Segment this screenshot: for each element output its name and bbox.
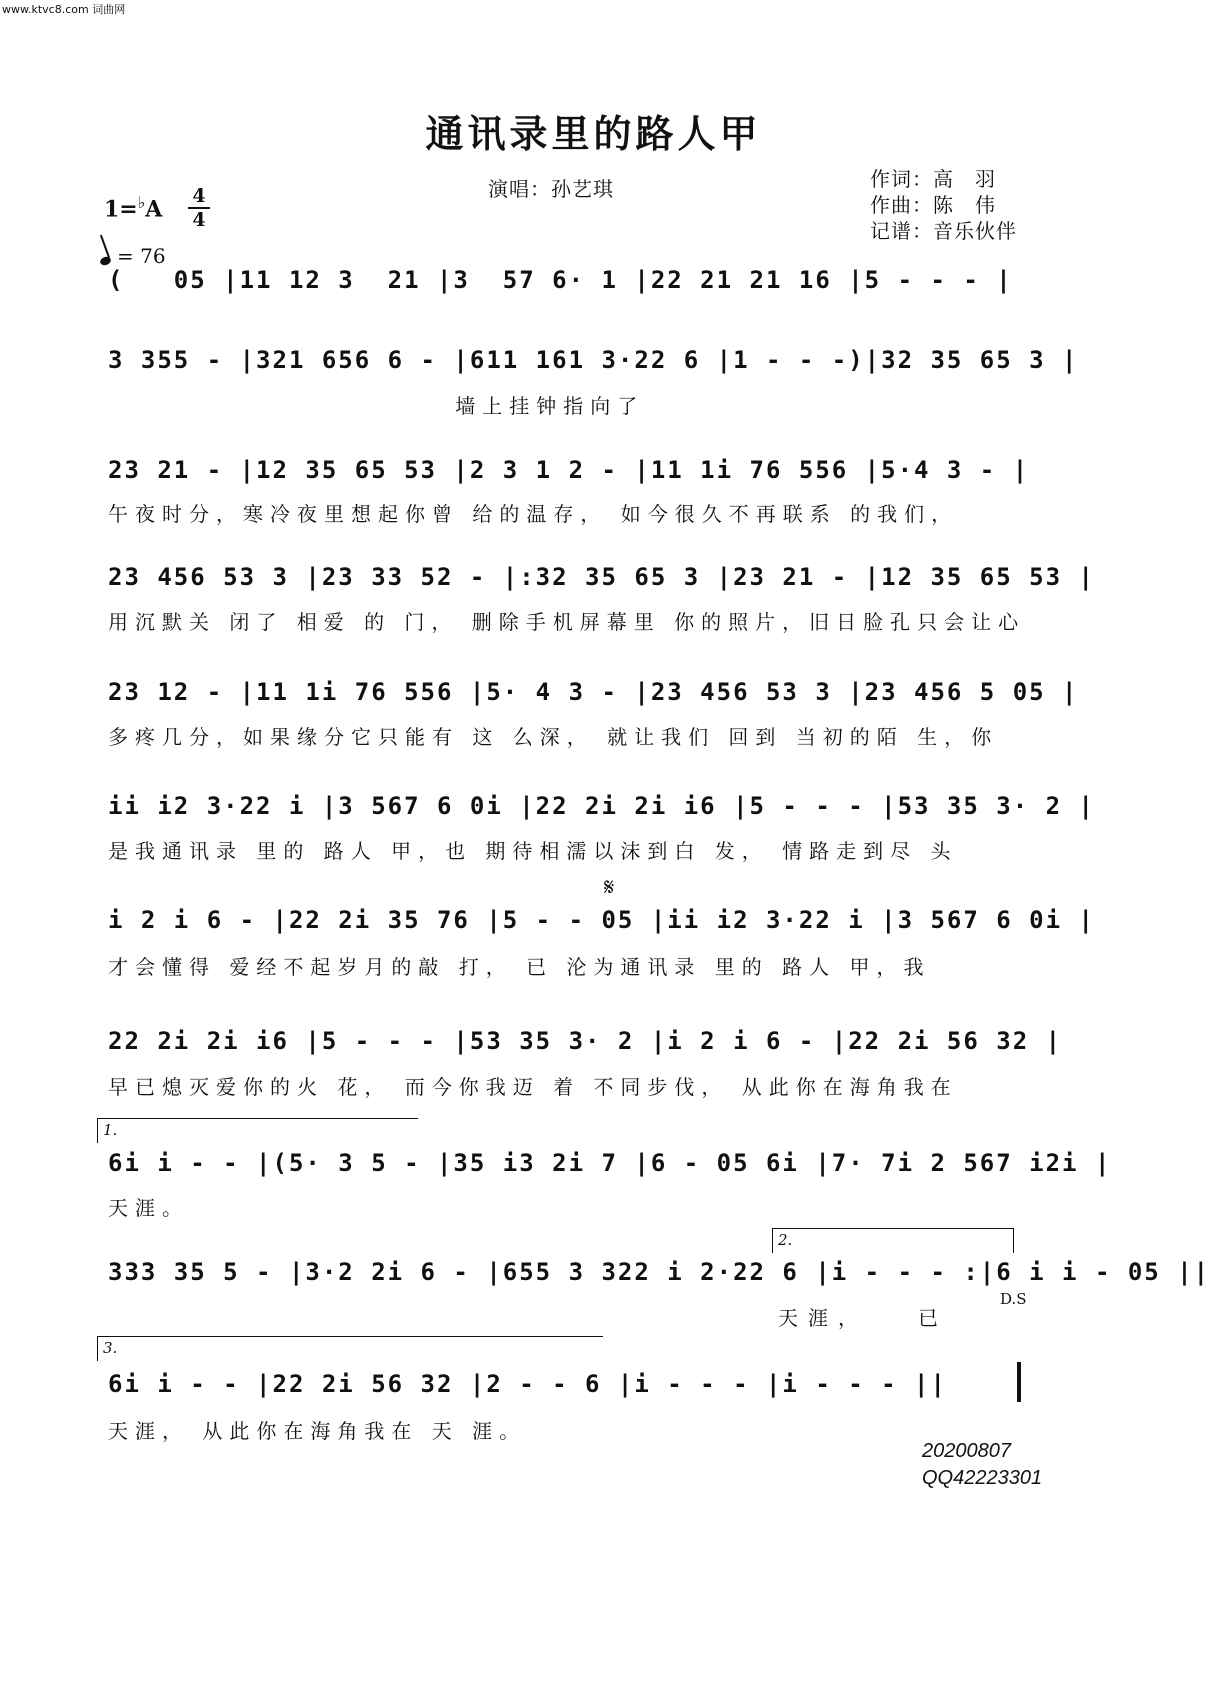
music-line-6: ii i2 3·22 i |3 567 6 0i |22 2i 2i i6 |5 - - - |53 35 3· 2 | xyxy=(108,792,1095,820)
segno-icon: 𝄋 xyxy=(604,873,615,901)
lyric-line-2: 墙上挂钟指向了 xyxy=(108,394,645,418)
lyric-line-3: 午夜时分，寒冷夜里想起你曾 给的温存， 如今很久不再联系 的我们， xyxy=(108,502,959,526)
lyric-line-8: 早已熄灭爱你的火 花， 而今你我迈 着 不同步伐， 从此你在海角我在 xyxy=(108,1075,958,1099)
ds-mark: D.S xyxy=(1000,1290,1027,1308)
music-line-9: 6i i - - |(5· 3 5 - |35 i3 2i 7 |6 - 05 6i |7· 7i 2 567 i2i | xyxy=(108,1149,1112,1177)
site-watermark: www.ktvc8.com 词曲网 xyxy=(2,3,126,16)
music-line-8: 22 2i 2i i6 |5 - - - |53 35 3· 2 |i 2 i 6 - |22 2i 56 32 | xyxy=(108,1027,1063,1055)
music-line-3: 23 21 - |12 35 65 53 |2 3 1 2 - |11 1i 76 556 |5·4 3 - | xyxy=(108,456,1030,484)
music-line-4: 23 456 53 3 |23 33 52 - |:32 35 65 3 |23 21 - |12 35 65 53 | xyxy=(108,563,1095,591)
music-line-2: 3 355 - |321 656 6 - |611 161 3·22 6 |1 - - -)|32 35 65 3 | xyxy=(108,346,1079,374)
key-signature: 1=♭A xyxy=(104,193,163,223)
song-title: 通讯录里的路人甲 xyxy=(425,112,762,156)
lyric-line-11: 天涯， 从此你在海角我在 天 涯。 xyxy=(108,1419,527,1443)
lyricist-credit: 作词：高 羽 xyxy=(870,167,996,191)
transcriber-credit: 记谱：音乐伙伴 xyxy=(870,219,1017,243)
music-line-1: ( 05 |11 12 3 21 |3 57 6· 1 |22 21 21 16 |5 - - - | xyxy=(108,266,1013,294)
time-signature: 4 4 xyxy=(188,186,210,230)
lyric-line-7: 才会懂得 爱经不起岁月的敲 打， 已 沦为通讯录 里的 路人 甲，我 xyxy=(108,955,931,979)
lyric-line-6: 是我通讯录 里的 路人 甲，也 期待相濡以沫到白 发， 情路走到尽 头 xyxy=(108,839,958,863)
tempo-mark: = 76 xyxy=(100,244,166,268)
volta-1-label: 1. xyxy=(103,1121,118,1139)
footer-date: 20200807 xyxy=(922,1440,1011,1462)
volta-3-label: 3. xyxy=(103,1339,118,1357)
lyric-line-5: 多疼几分，如果缘分它只能有 这 么深， 就让我们 回到 当初的陌 生，你 xyxy=(108,725,999,749)
music-line-10: 333 35 5 - |3·2 2i 6 - |655 3 322 i 2·22 6 |i - - - :|6 i i - 05 || xyxy=(108,1258,1210,1286)
volta-2-bracket xyxy=(772,1228,1014,1253)
final-barline xyxy=(1017,1362,1021,1402)
music-line-5: 23 12 - |11 1i 76 556 |5· 4 3 - |23 456 53 3 |23 456 5 05 | xyxy=(108,678,1079,706)
volta-1-bracket xyxy=(97,1118,418,1143)
volta-3-bracket xyxy=(97,1336,603,1361)
lyric-line-9: 天涯。 xyxy=(108,1196,189,1220)
volta-2-lyric: 天涯， 已 xyxy=(778,1306,948,1330)
footer-qq: QQ42223301 xyxy=(922,1467,1043,1489)
music-line-11: 6i i - - |22 2i 56 32 |2 - - 6 |i - - - |i - - - || xyxy=(108,1370,947,1398)
composer-credit: 作曲：陈 伟 xyxy=(870,193,996,217)
music-line-7: i 2 i 6 - |22 2i 35 76 |5 - - 05 |ii i2 3·22 i |3 567 6 0i | xyxy=(108,906,1095,934)
performer-credit: 演唱：孙艺琪 xyxy=(488,177,614,201)
quarter-note-icon xyxy=(99,255,112,266)
lyric-line-4: 用沉默关 闭了 相爱 的 门， 删除手机屏幕里 你的照片，旧日脸孔只会让心 xyxy=(108,610,1026,634)
volta-2-label: 2. xyxy=(778,1231,793,1249)
